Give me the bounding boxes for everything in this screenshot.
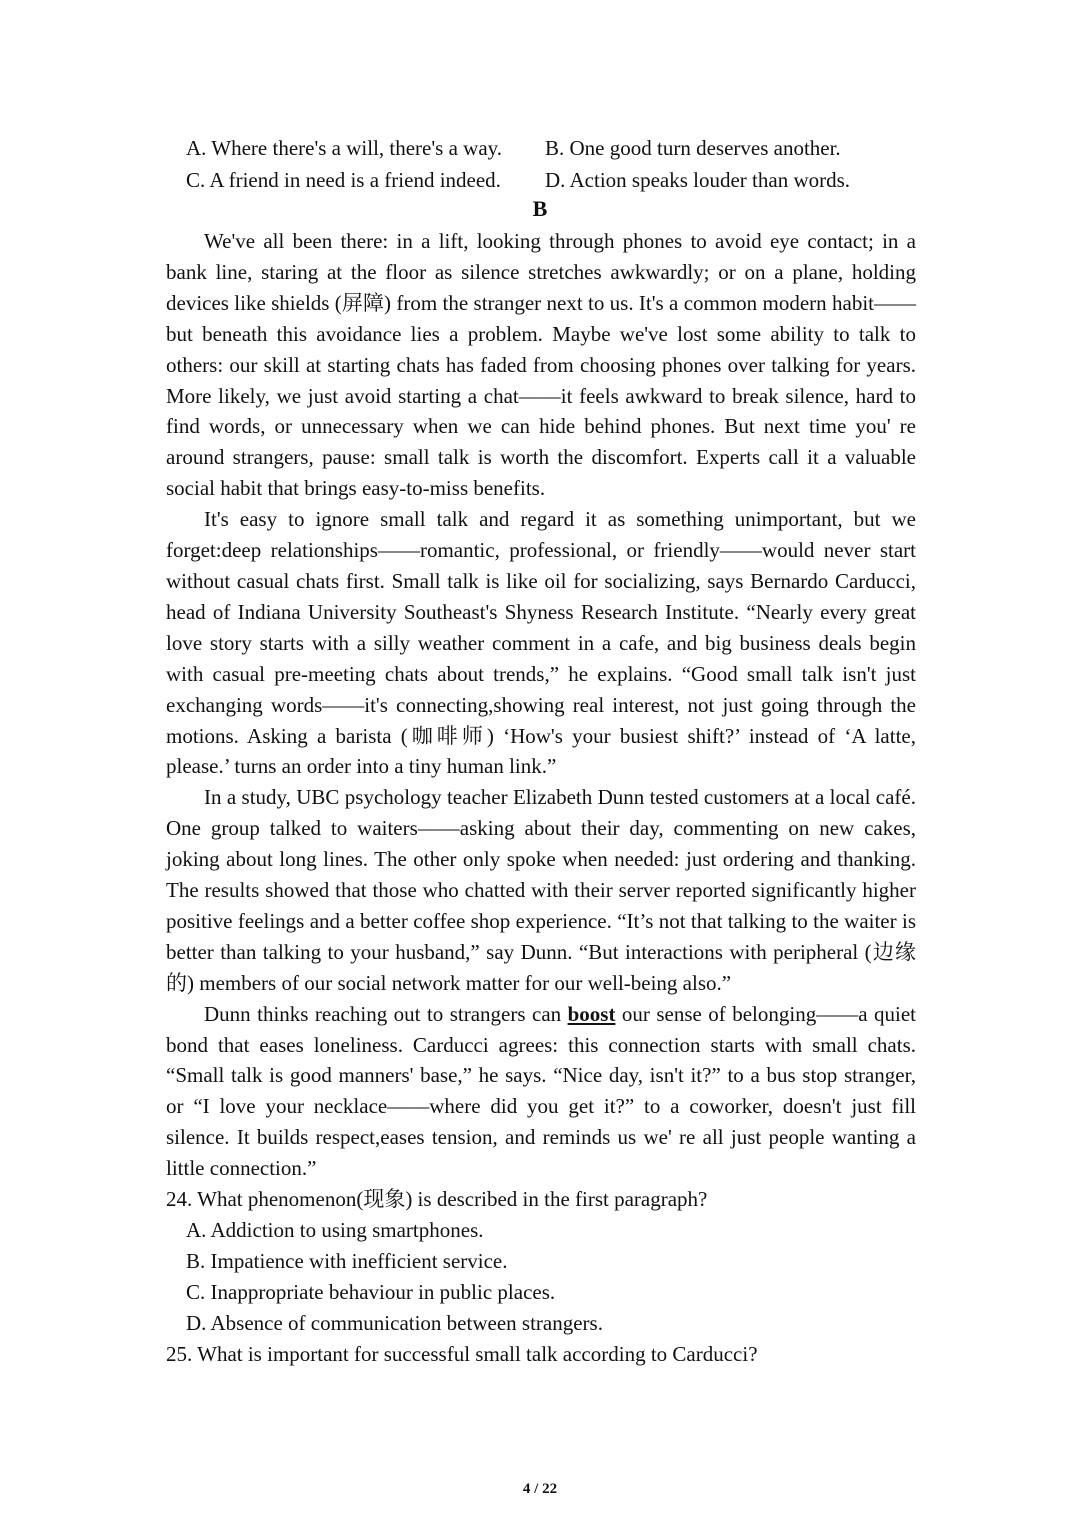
paragraph-4-start: Dunn thinks reaching out to strangers can — [204, 1001, 568, 1026]
prev-option-c: C. A friend in need is a friend indeed. — [186, 168, 501, 192]
paragraph-1: We've all been there: in a lift, looking through phones to avoid eye contact; in a bank line, staring at the floor as silence stretches awkwardly; or on a plane, holding devices like shields (屏障) from the stranger next to us. It's a common modern habit——but beneath this avoidance lies a problem. Maybe we've lost some ability to talk to others: our skill at starting chats has faded from choosing phones over talking for years. More likely, we just avoid starting a chat——it feels awkward to break silence, hard to find words, or unnecessary when we can hide behind phones. But next time you' re around strangers, pause: small talk is worth the discomfort. Experts call it a valuable social habit that brings easy-to-miss benefits. — [166, 229, 916, 501]
paragraph-4-end: our sense of belonging——a quiet bond that eases loneliness. Carducci agrees: this connection starts with small chats. “Small talk is good manners' base,” he says. “Nice day, isn't it?” to a bus stop stranger, or “I love your necklace——where did you get it?” to a coworker, doesn't just fill silence. It builds respect,eases tension, and reminds us we' re all just people wanting a little connection.” — [166, 1001, 916, 1181]
page-number: 4 / 22 — [522, 1481, 558, 1497]
question-24-option-d: D. Absence of communication between strangers. — [186, 1310, 603, 1335]
underlined-keyword: boost — [567, 1001, 616, 1026]
prev-option-d: D. Action speaks louder than words. — [545, 168, 851, 192]
paragraph-2: It's easy to ignore small talk and regard it as something unimportant, but we forget:deep relationships——romantic, professional, or friendly——would never start without casual chats first. Small talk is like oil for socializing, says Bernardo Carducci, head of Indiana University Southeast's Shyness Research Institute. “Nearly every great love story starts with a silly weather comment in a cafe, and big business deals begin with casual pre-meeting chats about trends,” he explains. “Good small talk isn't just exchanging words——it's connecting,showing real interest, not just going through the motions. Asking a barista (咖啡师) ‘How's your busiest shift?’ instead of ‘A latte, please.’ turns an order into a tiny human link.” — [166, 507, 916, 779]
question-24-option-b: B. Impatience with inefficient service. — [186, 1248, 508, 1273]
question-25-stem: 25. What is important for successful small talk according to Carducci? — [166, 1341, 758, 1366]
question-24-option-c: C. Inappropriate behaviour in public places. — [186, 1279, 556, 1304]
prev-option-a: A. Where there's a will, there's a way. — [186, 136, 503, 160]
paragraph-3: In a study, UBC psychology teacher Elizabeth Dunn tested customers at a local café. One group talked to waiters——asking about their day, commenting on new cakes, joking about long lines. The other only spoke when needed: just ordering and thanking. The results showed that those who chatted with their server reported significantly higher positive feelings and a better coffee shop experience. “It’s not that talking to the waiter is better than talking to your husband,” say Dunn. “But interactions with peripheral (边缘的) members of our social network matter for our well-being also.” — [166, 785, 916, 995]
prev-option-b: B. One good turn deserves another. — [545, 136, 841, 160]
paragraph-4 — [166, 999, 916, 1184]
question-24-stem: 24. What phenomenon(现象) is described in the first paragraph? — [166, 1187, 708, 1212]
question-24-option-a: A. Addiction to using smartphones. — [186, 1218, 484, 1242]
section-title: B — [532, 196, 548, 221]
passage-body — [166, 226, 916, 1370]
